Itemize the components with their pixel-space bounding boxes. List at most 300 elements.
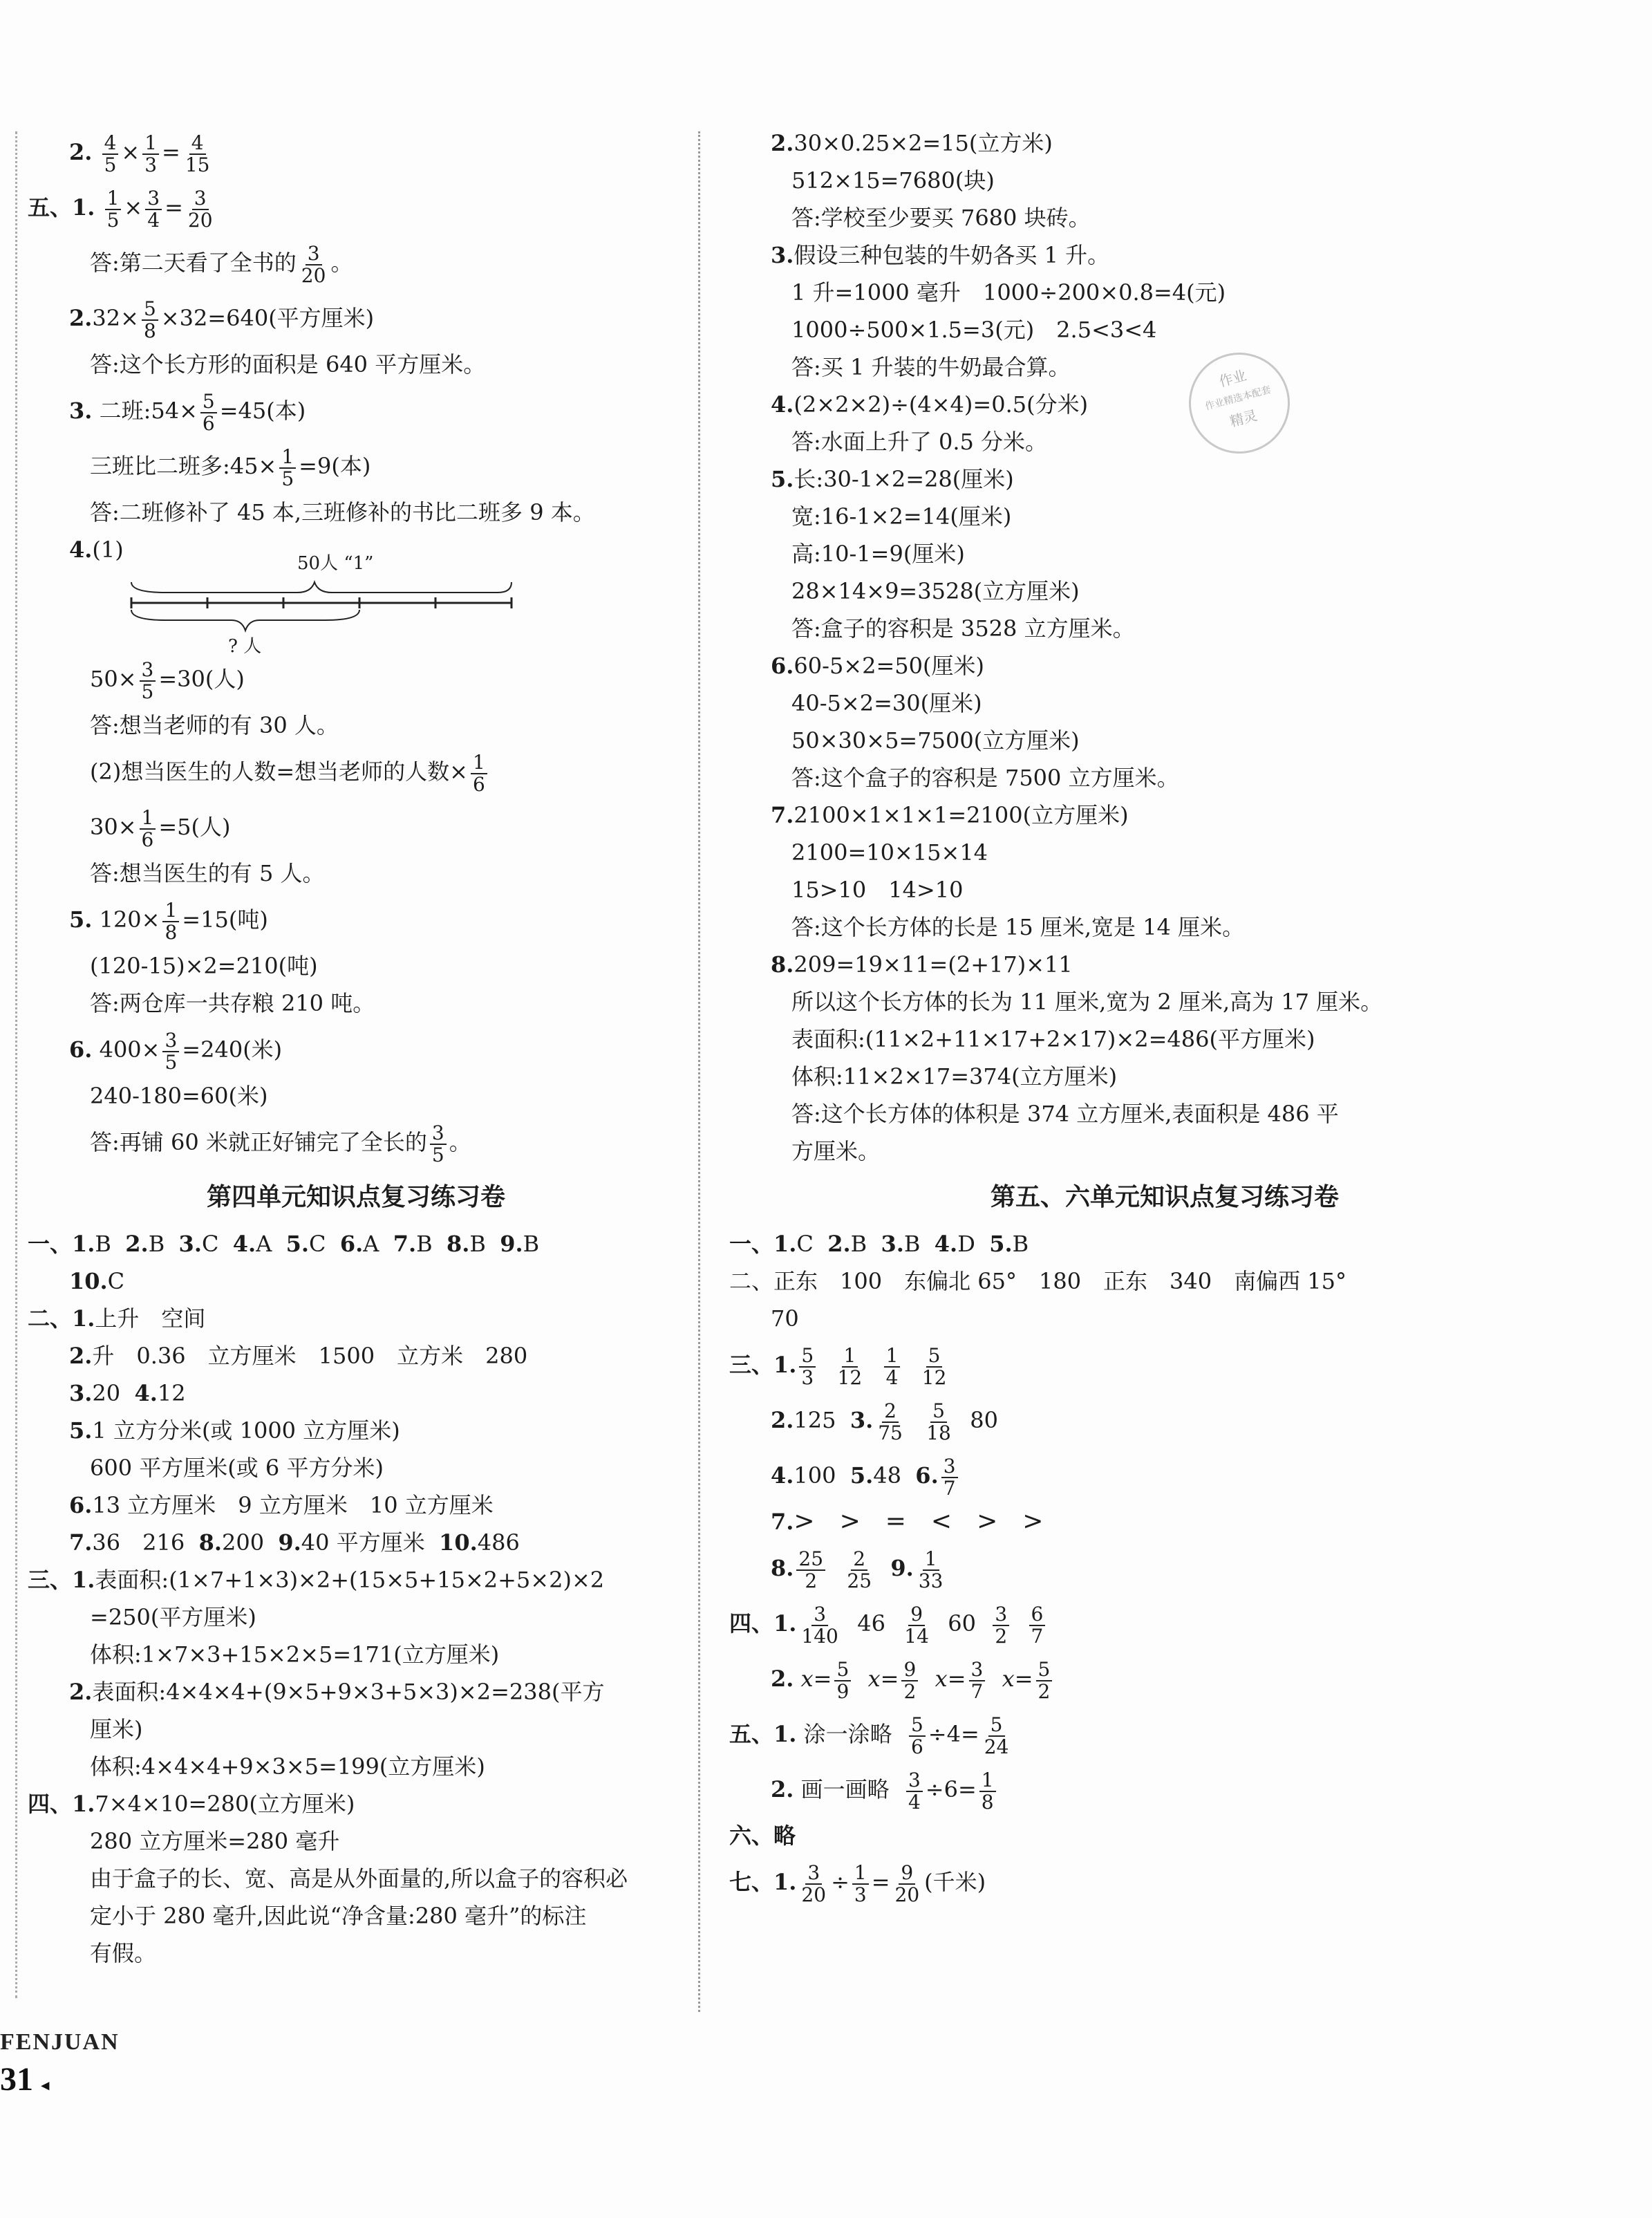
numerator: 1 <box>140 808 156 830</box>
fraction <box>186 188 215 231</box>
numerator: 3 <box>906 1770 923 1792</box>
answer-text: 涂一涂略 <box>803 1721 892 1747</box>
answer-line: 高:10-1=9(厘米) <box>791 541 965 567</box>
variable: x= <box>867 1666 899 1692</box>
stamp-line: 作业 <box>1217 366 1248 391</box>
answer-text: 表面积:(1×7+1×3)×2+(15×5+15×2+5×2)×2 <box>95 1567 605 1593</box>
item-number: 7. <box>771 1509 794 1535</box>
fraction <box>102 133 119 176</box>
numerator: 1 <box>471 752 487 774</box>
denominator: 7 <box>943 1476 956 1500</box>
denominator: 2 <box>903 1679 917 1703</box>
numerator: 3 <box>805 1863 822 1885</box>
item-number: 2. <box>69 139 93 165</box>
answer-line <box>729 1854 1600 1910</box>
numerator: 3 <box>969 1659 986 1681</box>
answer-line <box>28 1374 684 1412</box>
answer-text: 30× <box>90 814 137 840</box>
answer-text: 100 <box>794 1462 836 1489</box>
answer-line: 1 升=1000 毫升 1000÷200×0.8=4(元) <box>791 279 1226 306</box>
numerator: 1 <box>279 447 296 469</box>
answer-line <box>28 744 684 799</box>
item-number: 3. <box>178 1231 202 1257</box>
answer-text: > > = < > > <box>794 1507 1044 1536</box>
answer-line: 宽:16-1×2=14(厘米) <box>791 503 1012 530</box>
numerator: 4 <box>102 133 119 155</box>
denominator: 2 <box>1038 1679 1051 1703</box>
answer-line <box>28 1487 684 1524</box>
denominator: 3 <box>801 1366 814 1389</box>
item-number: 四、1. <box>729 1610 797 1637</box>
answer-text: 20 <box>92 1380 121 1406</box>
answer-text: =9(本) <box>299 453 371 479</box>
page-number-text: 31 <box>0 2061 33 2098</box>
answer-line: 六、略 <box>729 1823 796 1849</box>
answer-line: 答:水面上升了 0.5 分米。 <box>791 429 1048 455</box>
denominator: 12 <box>921 1366 947 1389</box>
fraction <box>893 1863 922 1905</box>
answer-text: =5(人) <box>158 814 231 840</box>
fraction <box>924 1401 953 1444</box>
answer-line <box>729 1706 1600 1762</box>
answer-line <box>28 892 684 947</box>
denominator: 33 <box>918 1569 944 1592</box>
answer-line <box>729 1337 1600 1392</box>
answer-line: 答:这个长方形的面积是 640 平方厘米。 <box>90 351 486 378</box>
item-number: 4. <box>934 1231 958 1257</box>
item-number: 4. <box>771 1462 794 1489</box>
answer-line: 答:这个长方体的体积是 374 立方厘米,表面积是 486 平 <box>791 1101 1339 1127</box>
answer-text: 200 <box>221 1529 265 1556</box>
diagram-bottom-label: ? 人 <box>228 636 262 657</box>
answer-line: 1000÷500×1.5=3(元) 2.5<3<4 <box>791 317 1157 343</box>
fraction <box>902 1604 931 1647</box>
numerator: 1 <box>884 1345 901 1368</box>
item-number: 一、1. <box>28 1231 95 1257</box>
numerator: 2 <box>851 1549 867 1571</box>
item-number: 2. <box>69 1679 93 1705</box>
numerator: 5 <box>1036 1659 1053 1681</box>
operator: × <box>121 139 140 165</box>
answer-line: 有假。 <box>90 1940 157 1966</box>
answer-text: 80 <box>970 1407 998 1433</box>
denominator: 12 <box>837 1366 863 1389</box>
item-number: 5. <box>989 1231 1013 1257</box>
fraction <box>142 299 158 342</box>
fraction <box>901 1659 918 1702</box>
answer-line <box>729 796 1600 834</box>
fraction <box>299 243 328 286</box>
numerator: 1 <box>852 1863 869 1885</box>
numerator: 3 <box>145 188 162 210</box>
numerator: 5 <box>200 391 217 413</box>
numerator: 1 <box>105 188 122 210</box>
numerator: 5 <box>926 1345 943 1368</box>
answer-text: B <box>469 1231 486 1257</box>
answer-line <box>28 1225 684 1262</box>
answer-line: 答:这个盒子的容积是 7500 立方厘米。 <box>791 765 1179 791</box>
item-number: 6. <box>69 1036 93 1063</box>
numerator: 3 <box>941 1456 958 1478</box>
item-number: 五、1. <box>28 194 95 221</box>
numerator: 1 <box>842 1345 858 1368</box>
answer-line <box>28 1524 684 1561</box>
item-number: 9. <box>278 1529 301 1556</box>
fraction <box>1029 1604 1046 1647</box>
answer-text: 32× <box>92 305 139 331</box>
answer-line <box>28 1262 684 1300</box>
item-number: 4. <box>232 1231 256 1257</box>
denominator: 3 <box>854 1883 867 1906</box>
answer-line: 答:想当老师的有 30 人。 <box>90 712 339 738</box>
denominator: 8 <box>981 1790 994 1814</box>
answer-line: 512×15=7680(块) <box>791 167 995 194</box>
item-number: 7. <box>69 1529 93 1556</box>
answer-line <box>28 290 684 346</box>
fraction <box>969 1659 986 1702</box>
answer-line: =250(平方厘米) <box>90 1604 256 1630</box>
answer-line: 二、正东 100 东偏北 65° 180 正东 340 南偏西 15° <box>729 1268 1347 1294</box>
item-number: 9. <box>890 1555 914 1581</box>
answer-line: 600 平方厘米(或 6 平方分米) <box>90 1455 384 1481</box>
item-number: 8. <box>771 1555 794 1581</box>
fraction <box>979 1770 996 1813</box>
denominator: 5 <box>141 680 154 703</box>
fraction <box>799 1604 840 1647</box>
item-number: 2. <box>125 1231 149 1257</box>
numerator: 3 <box>162 1030 179 1052</box>
arrow-icon: ◂ <box>41 2076 50 2094</box>
numerator: 5 <box>142 299 158 321</box>
answer-text: 画一画略 <box>800 1776 890 1802</box>
item-number: 一、1. <box>729 1231 797 1257</box>
answer-text: 120× <box>99 906 160 933</box>
answer-text: ÷4= <box>928 1721 979 1747</box>
answer-line <box>28 1022 684 1077</box>
fraction <box>920 1345 949 1388</box>
page-number <box>0 2060 49 2098</box>
denominator: 20 <box>894 1883 920 1906</box>
answer-text: (千米) <box>924 1869 986 1895</box>
numerator: 3 <box>993 1604 1009 1626</box>
item-number: 5. <box>69 906 93 933</box>
item-number: 3. <box>771 242 794 268</box>
answer-text: 48 <box>873 1462 901 1489</box>
denominator: 2 <box>995 1624 1008 1648</box>
fraction <box>909 1715 926 1758</box>
item-number: 三、1. <box>28 1567 95 1593</box>
answer-text: C <box>796 1231 814 1257</box>
denominator: 6 <box>910 1735 923 1758</box>
diagram-svg <box>124 568 553 651</box>
item-number: 3. <box>69 398 93 424</box>
answer-text: B <box>903 1231 921 1257</box>
numerator: 3 <box>811 1604 828 1626</box>
line-segment-diagram <box>124 553 553 657</box>
fraction <box>430 1123 447 1166</box>
answer-line: 体积:11×2×17=374(立方厘米) <box>791 1063 1118 1090</box>
answer-text: C <box>309 1231 326 1257</box>
answer-text: 2100×1×1×1=2100(立方厘米) <box>794 802 1129 828</box>
diagram-top-label: 50人 “1” <box>297 553 374 574</box>
item-number: 2. <box>69 1343 93 1369</box>
operator: = <box>162 139 180 165</box>
answer-text: =30(人) <box>158 666 245 692</box>
fraction <box>982 1715 1011 1758</box>
stamp-line: 作业精选本配套 <box>1203 384 1273 413</box>
answer-text: C <box>107 1268 125 1294</box>
answer-text: 46 <box>857 1610 885 1637</box>
answer-line <box>729 1392 1600 1448</box>
answer-text: 。 <box>330 250 353 276</box>
item-number: 9. <box>500 1231 523 1257</box>
answer-line <box>28 1337 684 1374</box>
numerator: 5 <box>988 1715 1005 1737</box>
answer-line <box>729 124 1600 162</box>
answer-line <box>28 1300 684 1337</box>
answer-text: 36 216 <box>92 1529 185 1556</box>
item-number: 2. <box>827 1231 851 1257</box>
item-number: 7. <box>393 1231 417 1257</box>
answer-text: B <box>850 1231 867 1257</box>
denominator: 75 <box>878 1421 903 1444</box>
answer-line: 70 <box>771 1305 799 1332</box>
item-number: 8. <box>771 951 794 978</box>
denominator: 14 <box>904 1624 929 1648</box>
item-number: 五、1. <box>729 1721 797 1747</box>
item-number: 2. <box>771 1666 794 1692</box>
answer-text: 升 0.36 立方厘米 1500 立方米 280 <box>92 1343 528 1369</box>
fraction <box>917 1549 946 1592</box>
answer-line: 答:盒子的容积是 3528 立方厘米。 <box>791 615 1135 642</box>
answer-line <box>28 1115 684 1170</box>
answer-line: 表面积:(11×2+11×17+2×17)×2=486(平方厘米) <box>791 1026 1315 1052</box>
answer-line: 2100=10×15×14 <box>791 839 988 866</box>
answer-line <box>28 1412 684 1449</box>
item-number: 10. <box>439 1529 478 1556</box>
variable: x= <box>1002 1666 1033 1692</box>
answer-text: 60 <box>948 1610 976 1637</box>
answer-text: A <box>256 1231 272 1257</box>
denominator: 5 <box>104 153 117 176</box>
numerator: 9 <box>908 1604 925 1626</box>
answer-text: 二班:54× <box>99 398 198 424</box>
answer-text: 40 平方厘米 <box>301 1529 425 1556</box>
fraction <box>162 1030 179 1073</box>
denominator: 5 <box>281 467 294 490</box>
fraction <box>884 1345 901 1388</box>
answer-text: 1 立方分米(或 1000 立方厘米) <box>92 1417 400 1444</box>
denominator: 15 <box>185 153 210 176</box>
fraction <box>140 660 156 702</box>
variable: x= <box>800 1666 832 1692</box>
denominator: 4 <box>885 1366 899 1389</box>
answer-line <box>729 1503 1600 1540</box>
answer-text: B <box>523 1231 540 1257</box>
answer-line <box>729 1651 1600 1706</box>
operator: ÷ <box>831 1869 850 1895</box>
item-number: 7. <box>771 802 794 828</box>
numerator: 3 <box>192 188 209 210</box>
right-column <box>729 124 1600 1910</box>
answer-line <box>729 946 1600 983</box>
answer-line: 答:这个长方体的长是 15 厘米,宽是 14 厘米。 <box>791 914 1245 940</box>
answer-text: 表面积:4×4×4+(9×5+9×3+5×3)×2=238(平方 <box>92 1679 605 1705</box>
fraction <box>183 133 212 176</box>
fraction <box>105 188 122 231</box>
item-number: 四、1. <box>28 1791 95 1817</box>
answer-text: =15(吨) <box>182 906 268 933</box>
item-number: 8. <box>198 1529 222 1556</box>
answer-text: =240(米) <box>182 1036 283 1063</box>
answer-line <box>28 1561 684 1599</box>
answer-line <box>28 1673 684 1711</box>
answer-line <box>28 799 684 855</box>
item-number: 6. <box>771 653 794 679</box>
left-column <box>28 124 684 1972</box>
denominator: 6 <box>141 828 154 851</box>
answer-line: 280 立方厘米=280 毫升 <box>90 1828 340 1854</box>
numerator: 9 <box>901 1659 918 1681</box>
item-number: 3. <box>69 1380 93 1406</box>
answer-text: 假设三种包装的牛奶各买 1 升。 <box>794 242 1110 268</box>
answer-line <box>729 460 1600 498</box>
item-number: 8. <box>447 1231 470 1257</box>
denominator: 8 <box>143 319 156 342</box>
denominator: 25 <box>847 1569 872 1592</box>
item-number: 6. <box>69 1492 93 1518</box>
item-number: 3. <box>881 1231 904 1257</box>
answer-text: 400× <box>99 1036 160 1063</box>
answer-text: (2×2×2)÷(4×4)=0.5(分米) <box>794 391 1089 418</box>
fraction <box>162 900 179 943</box>
answer-text: 长:30-1×2=28(厘米) <box>794 466 1014 492</box>
item-number: 6. <box>339 1231 364 1257</box>
numerator: 5 <box>909 1715 926 1737</box>
answer-text: B <box>148 1231 165 1257</box>
item-number: 6. <box>915 1462 939 1489</box>
fraction <box>941 1456 958 1499</box>
denominator: 140 <box>801 1624 838 1648</box>
denominator: 5 <box>165 1050 178 1074</box>
item-number: 4. <box>134 1380 158 1406</box>
denominator: 5 <box>431 1143 444 1166</box>
fraction <box>834 1659 851 1702</box>
item-number: 5. <box>850 1462 874 1489</box>
fraction <box>200 391 217 434</box>
footer-brand: FENJUAN <box>0 2029 120 2055</box>
answer-text: B <box>416 1231 433 1257</box>
answer-text: 答:再铺 60 米就正好铺完了全长的 <box>90 1129 427 1155</box>
answer-text: 125 <box>794 1407 836 1433</box>
answer-line: 定小于 280 毫升,因此说“净含量:280 毫升”的标注 <box>90 1903 587 1929</box>
answer-text: 三班比二班多:45× <box>90 453 277 479</box>
fraction <box>993 1604 1009 1647</box>
denominator: 4 <box>908 1790 921 1814</box>
operator: = <box>871 1869 890 1895</box>
answer-line: (120-15)×2=210(吨) <box>90 953 318 979</box>
numerator: 5 <box>930 1401 947 1423</box>
numerator: 1 <box>923 1549 939 1571</box>
answer-line: 体积:4×4×4+9×3×5=199(立方厘米) <box>90 1753 485 1780</box>
answer-line: 40-5×2=30(厘米) <box>791 690 982 716</box>
numerator: 2 <box>882 1401 899 1423</box>
answer-text: 60-5×2=50(厘米) <box>794 653 984 679</box>
answer-text: ×32=640(平方厘米) <box>160 305 375 331</box>
answer-line: 15>10 14>10 <box>791 877 964 903</box>
answer-line: 答:两仓库一共存粮 210 吨。 <box>90 990 375 1016</box>
item-number: 2. <box>771 130 794 156</box>
answer-text: B <box>1012 1231 1029 1257</box>
left-margin-rule <box>15 131 17 1998</box>
answer-text: ÷6= <box>925 1776 977 1802</box>
answer-line <box>28 124 684 180</box>
item-number: 2. <box>771 1407 794 1433</box>
answer-line <box>729 1762 1600 1817</box>
item-number: 4. <box>69 537 93 563</box>
answer-text: 答:第二天看了全书的 <box>90 250 297 276</box>
answer-text: (1) <box>92 537 124 563</box>
denominator: 7 <box>1031 1624 1044 1648</box>
answer-line <box>28 235 684 290</box>
answer-line: 方厘米。 <box>791 1138 881 1164</box>
item-number: 4. <box>771 391 794 418</box>
stamp-line: 精灵 <box>1228 407 1259 430</box>
numerator: 9 <box>899 1863 915 1885</box>
item-number: 2. <box>771 1776 794 1802</box>
answer-line: 答:想当医生的有 5 人。 <box>90 860 325 886</box>
numerator: 1 <box>142 133 159 155</box>
answer-line: 50×30×5=7500(立方厘米) <box>791 727 1080 754</box>
denominator: 20 <box>801 1883 827 1906</box>
answer-line <box>729 386 1600 423</box>
denominator: 18 <box>926 1421 951 1444</box>
answer-text: 。 <box>449 1129 471 1155</box>
answer-line: 厘米) <box>90 1716 143 1742</box>
fraction <box>799 1863 828 1905</box>
fraction <box>140 805 156 851</box>
item-number: 10. <box>69 1268 108 1294</box>
denominator: 4 <box>147 208 160 232</box>
answer-text: 上升 空间 <box>95 1305 206 1332</box>
answer-line <box>28 438 684 494</box>
item-number: 3. <box>850 1407 874 1433</box>
answer-line: 答:学校至少要买 7680 块砖。 <box>791 205 1091 231</box>
answer-line <box>729 1225 1600 1262</box>
denominator: 2 <box>805 1569 818 1592</box>
answer-text: 13 立方厘米 9 立方厘米 10 立方厘米 <box>92 1492 494 1518</box>
fraction <box>142 133 159 176</box>
answer-line: 体积:1×7×3+15×2×5=171(立方厘米) <box>90 1641 500 1668</box>
denominator: 3 <box>144 153 158 176</box>
numerator: 6 <box>1029 1604 1046 1626</box>
numerator: 1 <box>162 900 179 922</box>
answer-text: 7×4×10=280(立方厘米) <box>95 1791 355 1817</box>
denominator: 24 <box>984 1735 1009 1758</box>
fraction <box>799 1345 816 1388</box>
operator: = <box>165 194 183 221</box>
answer-line: 答:买 1 升装的牛奶最合算。 <box>791 354 1071 380</box>
denominator: 6 <box>472 772 485 796</box>
answer-line <box>729 236 1600 274</box>
denominator: 20 <box>187 208 213 232</box>
denominator: 8 <box>165 920 178 944</box>
fraction <box>279 447 296 490</box>
answer-line: 由于盒子的长、宽、高是从外面量的,所以盒子的容积必 <box>90 1865 628 1892</box>
denominator: 7 <box>970 1679 984 1703</box>
item-number: 5. <box>69 1417 93 1444</box>
answer-line: 所以这个长方体的长为 11 厘米,宽为 2 厘米,高为 17 厘米。 <box>791 989 1383 1015</box>
